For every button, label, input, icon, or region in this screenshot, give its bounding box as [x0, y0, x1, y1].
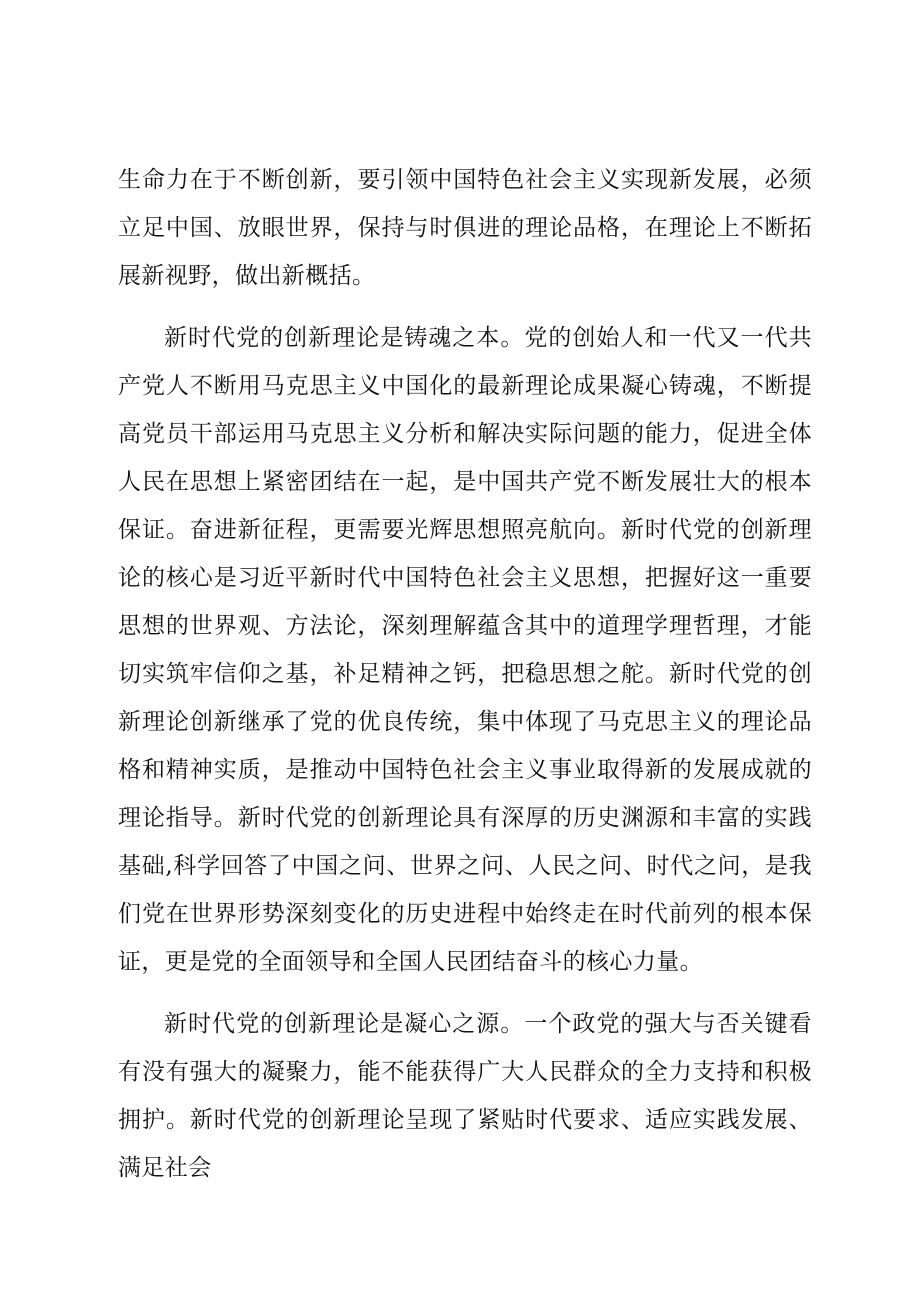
document-body — [118, 156, 812, 1192]
paragraph-2: 新时代党的创新理论是铸魂之本。党的创始人和一代又一代共产党人不断用马克思主义中国化的最新理论成果凝心铸魂，不断提高党员干部运用马克思主义分析和解决实际问题的能力，促进全体人民在思想上紧密团结在一起，是中国共产党不断发展壮大的根本保证。奋进新征程，更需要光辉思想照亮航向。新时代党的创新理论的核心是习近平新时代中国特色社会主义思想，把握好这一重要思想的世界观、方法论，深刻理解蕴含其中的道理学理哲理，才能切实筑牢信仰之基，补足精神之钙，把稳思想之舵。新时代党的创新理论创新继承了党的优良传统，集中体现了马克思主义的理论品格和精神实质，是推动中国特色社会主义事业取得新的发展成就的理论指导。新时代党的创新理论具有深厚的历史渊源和丰富的实践基础,科学回答了中国之问、世界之问、人民之问、时代之问，是我们党在世界形势深刻变化的历史进程中始终走在时代前列的根本保证，更是党的全面领导和全国人民团结奋斗的核心力量。 — [118, 325, 812, 975]
paragraph-3: 新时代党的创新理论是凝心之源。一个政党的强大与否关键看有没有强大的凝聚力，能不能获得广大人民群众的全力支持和积极拥护。新时代党的创新理论呈现了紧贴时代要求、适应实践发展、满足社会 — [118, 1011, 812, 1181]
paragraph-1: 生命力在于不断创新，要引领中国特色社会主义实现新发展，必须立足中国、放眼世界，保持与时俱进的理论品格，在理论上不断拓展新视野，做出新概括。 — [118, 167, 812, 289]
